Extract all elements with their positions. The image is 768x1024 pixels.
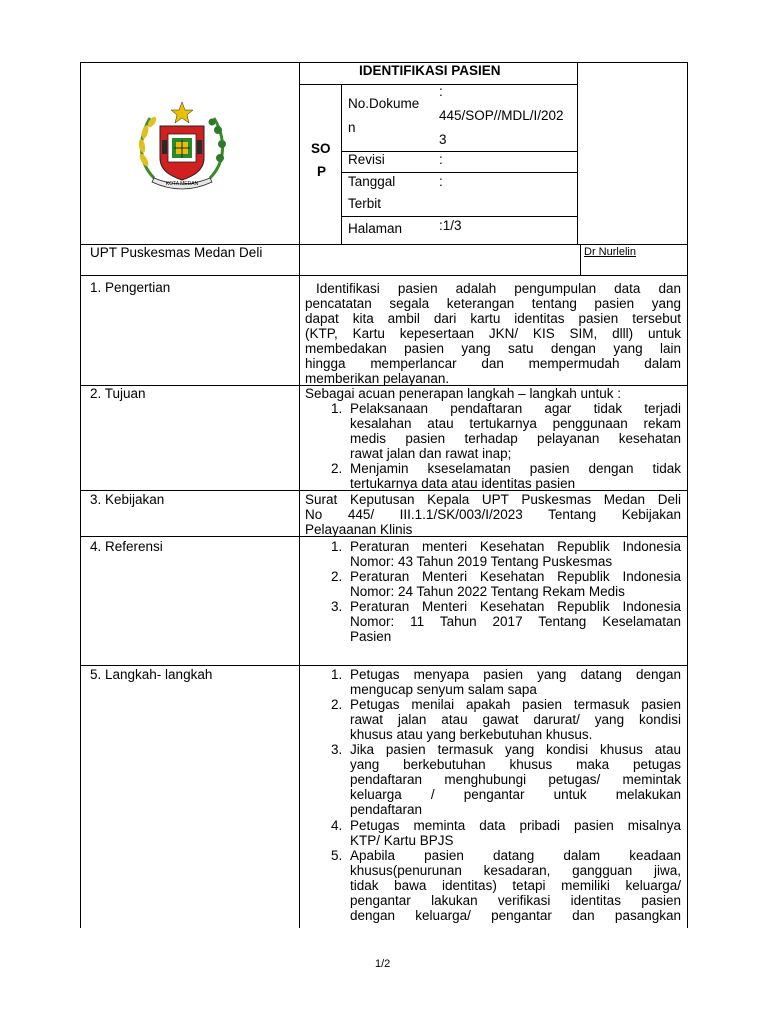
list-item-line: dengan keluarga/ pengantar dan pasangkan [350,908,681,923]
tujuan-intro: Sebagai acuan penerapan langkah – langkah untuk : [305,386,622,401]
revisi-label: Revisi [348,152,385,167]
no-dokumen-colon: : [439,84,443,99]
list-item-line: pengantar lakukan verifikasi identitas pasien [350,893,681,908]
tanggal-label-2: Terbit [348,196,382,211]
list-number: 2. [331,569,343,584]
list-item-line: Petugas menyapa pasien yang datang dengan [350,667,681,682]
unit-name: UPT Puskesmas Medan Deli [90,245,263,260]
no-dokumen-value-1: 445/SOP//MDL/I/202 [439,108,564,123]
list-number: 3. [331,742,343,757]
kebijakan-label: 3. Kebijakan [90,492,165,507]
pengertian-label: 1. Pengertian [90,280,171,295]
list-item-line: Menjamin kseselamatan pasien dengan tidak [350,461,681,476]
tanggal-colon: : [439,174,443,189]
paragraph-line: Identifikasi pasien adalah pengumpulan data dan [316,281,681,296]
list-item-line: yang berkebutuhan khusus maka petugas [350,757,681,772]
list-item-line: medis pasien terhadap pelayanan kesehatan [350,431,681,446]
paragraph-line: memberikan pelayanan. [305,371,450,386]
halaman-label: Halaman [348,221,403,236]
no-dokumen-label-1: No.Dokume [348,96,420,111]
list-item-line: Pelaksanaan pendaftaran agar tidak terjadi [350,401,681,416]
list-item-line: Petugas meminta data pribadi pasien misalnya [350,818,681,833]
signer-name: Dr Nurlelin [584,246,636,258]
sop-label-line2: P [317,164,327,179]
list-item-line: mengucap senyum salam sapa [350,682,537,697]
sop-label-line1: SO [311,141,331,156]
list-item-line: pendaftaran [350,802,423,817]
paragraph-line: membedakan pasien yang satu dengan yang lain [305,341,681,356]
list-item-line: tidak bawa identitas) tetapi memiliki keluarga/ [350,878,681,893]
list-item-line: tertukarnya data atau identitas pasien [350,476,576,491]
list-item-line: rawat jalan dan rawat inap; [350,446,512,461]
paragraph-line: No 445/ III.1.1/SK/003/I/2023 Tentang Kebijakan [305,507,681,522]
list-number: 3. [331,599,343,614]
list-item-line: keluarga / pengantar untuk melakukan [350,787,681,802]
list-item-line: Peraturan Menteri Kesehatan Republik Indonesia [350,599,681,614]
revisi-colon: : [439,152,443,167]
list-number: 2. [331,697,343,712]
list-item-line: Nomor: 11 Tahun 2017 Tentang Keselamatan [350,614,681,629]
list-number: 1. [331,401,343,416]
paragraph-line: (KTP, Kartu kepesertaan JKN/ KIS SIM, dlll) untuk [305,326,681,341]
no-dokumen-label-2: n [348,120,356,135]
paragraph-line: hingga memperlancar dan mempermudah dalam [305,356,681,371]
list-item-line: Nomor: 43 Tahun 2019 Tentang Puskesmas [350,554,613,569]
paragraph-line: Pelayaanan Klinis [305,522,413,537]
list-number: 5. [331,848,343,863]
list-number: 1. [331,667,343,682]
list-item-line: Jika pasien termasuk yang kondisi khusus atau [350,742,681,757]
list-item-line: KTP/ Kartu BPJS [350,833,454,848]
paragraph-line: dapat kita ambil dari kartu identitas pasien tersebut [305,311,681,326]
tujuan-label: 2. Tujuan [90,386,146,401]
list-item-line: Peraturan Menteri Kesehatan Republik Indonesia [350,569,681,584]
langkah-label: 5. Langkah- langkah [90,667,213,682]
list-item-line: Apabila pasien datang dalam keadaan [350,848,681,863]
halaman-value: :1/3 [439,218,462,233]
list-item-line: Pasien [350,629,392,644]
list-number: 1. [331,539,343,554]
paragraph-line: pencatatan segala keterangan tentang pasien yang [305,296,681,311]
tanggal-label-1: Tanggal [348,174,396,189]
list-item-line: Peraturan menteri Kesehatan Republik Indonesia [350,539,681,554]
kota-medan-logo [132,100,232,196]
document-title: IDENTIFIKASI PASIEN [359,63,501,78]
list-item-line: pendaftaran menghubungi petugas/ memintak [350,772,681,787]
list-item-line: khusus(penurunan kesadaran, gangguan jiwa, [350,863,681,878]
logo-ribbon-text: KOTA MEDAN [165,181,199,187]
list-item-line: kesalahan atau tertukarnya penggunaan rekam [350,416,681,431]
paragraph-line: Surat Keputusan Kepala UPT Puskesmas Medan Deli [305,492,681,507]
list-item-line: Nomor: 24 Tahun 2022 Tentang Rekam Medis [350,584,625,599]
page-number: 1/2 [375,958,391,970]
list-item-line: rawat jalan atau gawat darurat/ yang kondisi [350,712,681,727]
list-number: 4. [331,818,343,833]
list-item-line: khusus atau yang berkebutuhan khusus. [350,727,593,742]
list-number: 2. [331,461,343,476]
list-item-line: Petugas menilai apakah pasien termasuk pasien [350,697,681,712]
no-dokumen-value-2: 3 [439,132,447,147]
referensi-label: 4. Referensi [90,539,163,554]
